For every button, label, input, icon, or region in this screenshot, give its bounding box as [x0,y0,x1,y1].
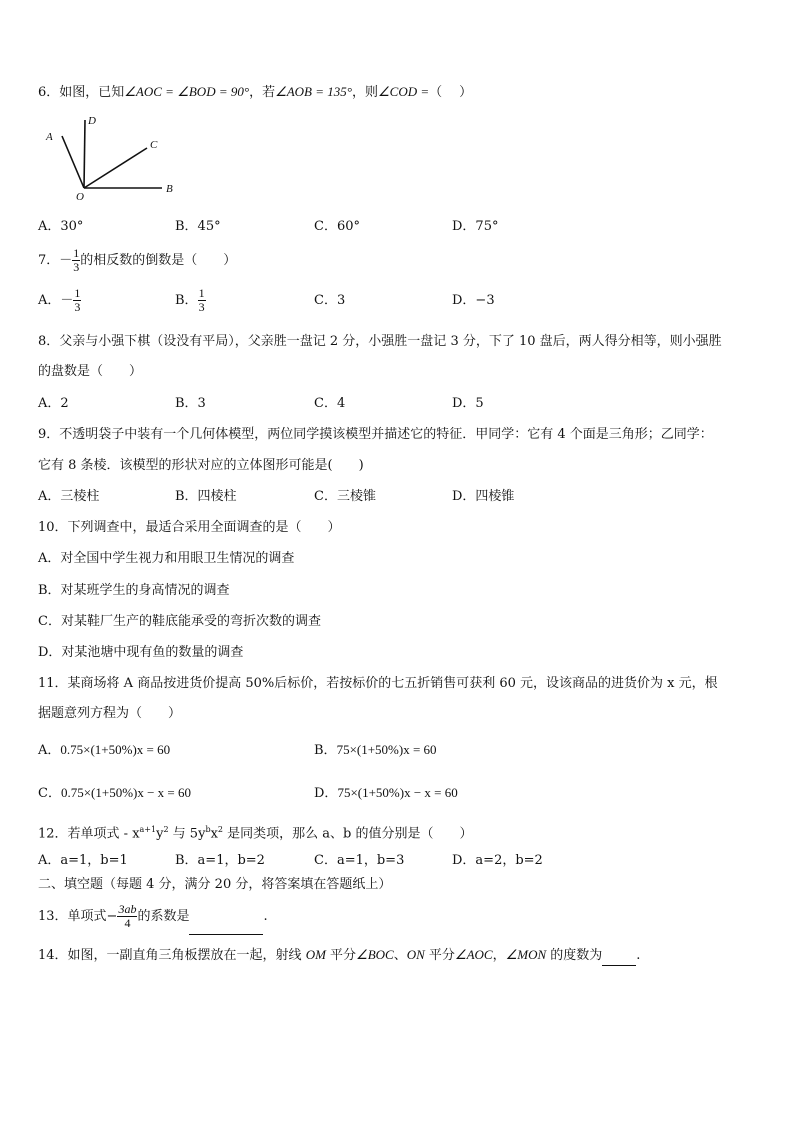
q10-option-b: B．对某班学生的身高情况的调查 [38,583,230,598]
q12-stem [38,821,472,843]
q10-option-d: D．对某池塘中现有鱼的数量的调查 [38,645,244,660]
q11-option-d [314,784,458,803]
label-o: O [76,191,84,203]
q6-math-cod: ∠COD = [378,84,430,99]
q12-option-c: C．a=1，b=3 [314,853,405,868]
label-d: D [88,115,96,127]
q14-text-4: 平分 [424,948,455,963]
q11-option-a [38,741,170,760]
q6-option-b: B．45° [175,219,221,234]
q12-option-d: D．a=2，b=2 [452,853,543,868]
q6-stem-text: 6．如图，已知 [38,85,125,100]
q11-option-c-equation: 0.75×(1+50%)x − x = 60 [60,785,192,800]
section-fill-in-blank-heading: 二、填空题（每题 4 分，满分 20 分，将答案填在答题纸上） [38,877,392,892]
q8-option-a: A．2 [38,396,69,411]
q7-frac-den: 3 [73,260,80,274]
q9-option-c: C．三棱锥 [314,489,376,504]
q7-option-b-num: 1 [198,286,205,300]
q7-option-d: D．−3 [452,293,495,308]
q13-answer-blank[interactable] [189,900,263,935]
q9-option-d: D．四棱锥 [452,489,515,504]
q14-stem [38,946,640,966]
q14-period: . [636,948,641,963]
q9-option-b: B．四棱柱 [175,489,237,504]
q7-option-a [38,286,81,316]
q12-option-b: B．a=1，b=2 [175,853,265,868]
q7-option-b-label: B． [175,293,198,308]
q11-line-1: 11．某商场将 A 商品按进货价提高 50%后标价，若按标价的七五折销售可获利 60 元，设该商品的进货价为 x 元，根 [38,676,718,691]
q6-math-condition: ∠AOC = ∠BOD = 90° [124,84,250,99]
q10-option-c: C．对某鞋厂生产的鞋底能承受的弯折次数的调查 [38,614,321,629]
q11-option-b-equation: 75×(1+50%)x = 60 [336,742,437,757]
q6-option-a: A．30° [38,219,84,234]
q6-math-aob: ∠AOB = 135° [275,84,352,99]
q14-text: 14．如图，一副直角三角板摆放在一起，射线 [38,948,306,963]
q11-option-a-equation: 0.75×(1+50%)x = 60 [60,742,171,757]
q12-option-a: A．a=1，b=1 [38,853,128,868]
q11-option-b [314,741,437,760]
q10-stem: 10．下列调查中，最适合采用全面调查的是（ ） [38,520,341,535]
q6-stem-text-2: ，若 [249,85,276,100]
q7-option-b-fraction [198,287,206,314]
q8-option-d: D．5 [452,396,484,411]
q6-answer-paren: （ ） [429,85,475,100]
q6-option-c: C．60° [314,219,360,234]
q7-minus: － [59,253,73,268]
q14-answer-blank[interactable] [602,947,636,966]
q14-text-6: 的度数为 [546,948,603,963]
q7-option-a-label: A． [38,293,61,308]
q7-stem-tail: 的相反数的倒数是（ ） [80,253,237,268]
q14-text-2: 平分 [325,948,357,963]
q7-option-c: C．3 [314,293,346,308]
q7-option-a-num: 1 [74,286,81,300]
label-b: B [166,183,173,195]
q9-line-2: 它有 8 条棱．该模型的形状对应的立体图形可能是( ) [38,458,364,473]
q12-stem-text-2: y [156,826,164,842]
q9-line-1: 9．不透明袋子中装有一个几何体模型，两位同学摸该模型并描述它的特征．甲同学：它有 4 个面是三角形；乙同学： [38,427,713,442]
q7-option-b-den: 3 [198,300,205,314]
q7-option-a-fraction [73,287,81,314]
q6-option-d: D．75° [452,219,499,234]
q7-option-a-minus: － [60,293,74,308]
q12-exponent-2: 2 [163,825,169,834]
q13-period: . [263,909,268,924]
ray-od [84,120,85,188]
q8-option-c: C．4 [314,396,346,411]
q7-frac-num: 1 [73,246,80,260]
q8-option-b: B．3 [175,396,206,411]
q14-angle-mon: ∠MON [505,947,547,962]
q11-option-a-label: A． [38,743,61,758]
q14-text-5: ， [492,948,506,963]
q7-number: 7． [38,253,60,268]
q10-option-a: A．对全国中学生视力和用眼卫生情况的调查 [38,551,295,566]
q8-line-2: 的盘数是（ ） [38,364,143,379]
q14-text-3: 、 [393,948,407,963]
q11-option-b-label: B． [314,743,337,758]
label-c: C [150,139,158,151]
q9-option-a: A．三棱柱 [38,489,100,504]
q7-option-a-den: 3 [74,300,81,314]
ray-oa [62,136,84,188]
q13-fraction [117,903,137,930]
q11-option-d-equation: 75×(1+50%)x − x = 60 [337,785,458,800]
label-a: A [46,131,53,143]
q6-stem [38,83,474,102]
q6-stem-text-3: ，则 [351,85,378,100]
q11-option-c-label: C． [38,786,61,801]
q12-exponent-1: a+1 [139,825,157,834]
q13-stem [38,900,268,935]
q13-frac-num: 3ab [118,902,137,916]
q11-option-c [38,784,191,803]
q12-stem-text-5: 是同类项，那么 a、b 的值分别是（ ） [223,826,473,842]
ray-oc [84,148,147,188]
q12-stem-text-4: x [210,826,218,842]
q12-stem-text-3: 与 5y [168,826,206,842]
q7-stem [38,246,236,276]
q12-stem-text: 12．若单项式 - x [38,826,140,842]
q12-exponent-3: b [205,825,211,834]
q13-stem-head: 13．单项式− [38,909,118,924]
q13-stem-tail: 的系数是 [137,909,190,924]
q6-angle-figure [40,108,190,204]
q14-angle-aoc: ∠AOC [454,947,493,962]
q7-option-b [175,286,206,316]
q11-option-d-label: D． [314,786,338,801]
q12-exponent-4: 2 [217,825,223,834]
q14-ray-om: OM [305,947,326,962]
q14-angle-boc: ∠BOC [356,947,394,962]
q13-frac-den: 4 [124,916,131,930]
q14-ray-on: ON [406,947,425,962]
q8-line-1: 8．父亲与小强下棋（设没有平局），父亲胜一盘记 2 分，小强胜一盘记 3 分，下了 10 盘后，两人得分相等，则小强胜 [38,334,722,349]
q11-line-2: 据题意列方程为（ ） [38,706,182,721]
